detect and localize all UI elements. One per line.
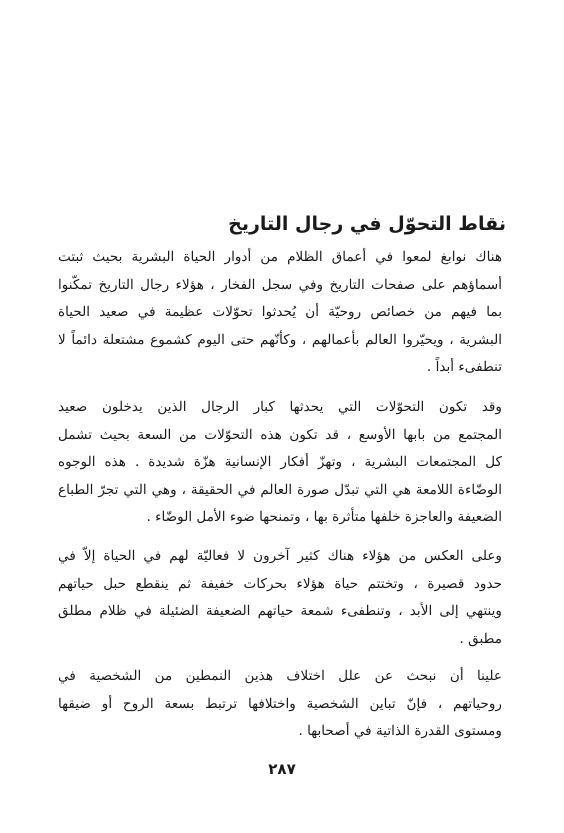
paragraph-line: المجتمع من بابها الأوسع ، قد تكون هذه التحوّلات من السعة بحيث تشمل [58,426,502,443]
paragraph-line: وقد تكون التحوّلات التي يحدثها كبار الرجال الذين يدخلون صعيد [58,399,502,415]
paragraph-3 [58,543,502,653]
paragraph-line: أسماؤهم على صفحات التاريخ وفي سجل الفخار ، هؤلاء رجال التاريخ تمكّنوا [58,276,502,293]
page-number: ٢٨٧ [268,760,296,778]
paragraph-4 [58,663,502,746]
paragraph-line: كل المجتمعات البشرية ، وتهزّ أفكار الإنسانية هزّة شديدة . هذه الوجوه [58,454,502,470]
paragraph-line: تنطفىء أبداً . [426,359,502,375]
paragraph-line: بما فيهم من خصائص روحيّة أن يُحدثوا تحوّلات عظيمة في صعيد الحياة [58,304,502,320]
paragraph-line: روحياتهم ، فإنّ تباين الشخصية واختلافها ترتبط بسعة الروح أو ضيقها [58,695,502,712]
paragraph-line: هناك نوابغ لمعوا في أعماق الظلام من أدوار الحياة البشرية بحيث ثبتت [58,249,502,265]
paragraph-line: مطبق . [459,630,502,647]
paragraph-line: البشرية ، ويحيّروا العالم بأعمالهم ، وكأنّهم حتى اليوم كشموع مشتعلة دائماً لا [58,331,502,348]
paragraph-line: وعلى العكس من هؤلاء هناك كثير آخرون لا فعاليّة لهم في الحياة إلاّ في [58,548,502,564]
paragraph-1 [58,244,502,382]
paragraph-line: الوضّاءة اللامعة هي التي تبدّل صورة العالم في الحقيقة ، وهي التي تجرّ الطباع [58,481,502,498]
paragraph-2 [58,394,502,532]
paragraph-line: حدود قصيرة ، وتختتم حياة هؤلاء بحركات خفيفة ثم ينقطع حبل حياتهم [58,575,502,592]
section-heading: نقاط التحوّل في رجال التاريخ [228,213,506,235]
paragraph-line: الضعيفة والعاجزة خلفها متأثرة بها ، وتمنحها ضوء الأمل الوضّاء . [146,509,502,525]
paragraph-line: ومستوى القدرة الذاتية في أصحابها . [298,723,502,739]
paragraph-line: وينتهي إلى الأبد ، وتنطفىء شمعة حياتهم الضعيفة الضئيلة في ظلام مطلق [58,603,502,619]
paragraph-line: علينا أن نبحث عن علل اختلاف هذين النمطين من الشخصية في [58,668,502,684]
